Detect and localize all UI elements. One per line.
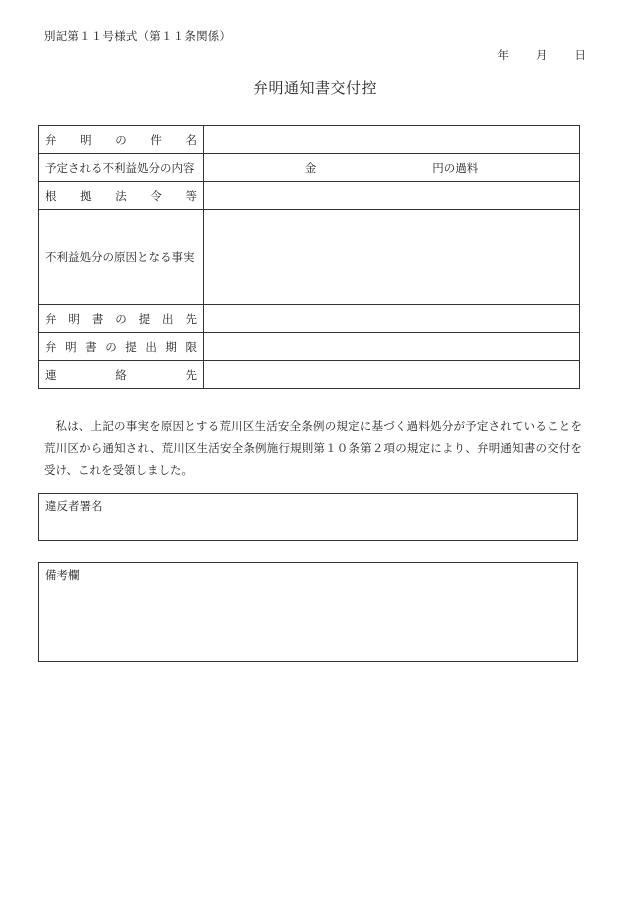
table-row [39,361,580,389]
row-value-submission-deadline[interactable] [204,333,580,361]
remarks-box[interactable] [38,562,578,662]
row-label-contact: 連 絡 先 [39,361,204,389]
notice-table [38,125,580,389]
row-label-facts: 不利益処分の原因となる事実 [39,210,204,305]
date-line [498,47,587,63]
table-row [39,210,580,305]
row-value-penalty-content[interactable] [204,154,580,182]
receipt-statement: 私は、上記の事実を原因とする荒川区生活安全条例の規定に基づく過料処分が予定されていることを荒川区から通知され、荒川区生活安全条例施行規則第１０条第２項の規定により、弁明通知書の交付を受け、これを受領しました。 [44,419,582,477]
date-month-label: 月 [536,48,548,62]
row-value-facts[interactable] [204,210,580,305]
date-day-label: 日 [574,48,586,62]
signature-label: 違反者署名 [45,499,103,513]
form-id: 別記第１１号様式（第１１条関係） [44,29,232,43]
fine-prefix: 金 [304,160,317,175]
table-row [39,154,580,182]
row-value-legal-basis[interactable] [204,182,580,210]
row-label-penalty-content: 予定される不利益処分の内容 [39,154,204,182]
signature-box[interactable] [38,493,578,541]
fine-suffix: 円の過料 [432,160,479,175]
table-row [39,333,580,361]
row-value-subject[interactable] [204,126,580,154]
row-value-contact[interactable] [204,361,580,389]
table-row [39,305,580,333]
table-row [39,182,580,210]
row-label-subject: 弁 明 の 件 名 [39,126,204,154]
remarks-label: 備考欄 [45,568,80,582]
table-row [39,126,580,154]
row-label-submission-address: 弁 明 書 の 提 出 先 [39,305,204,333]
row-label-legal-basis: 根 拠 法 令 等 [39,182,204,210]
document-title: 弁明通知書交付控 [252,79,377,97]
date-year-label: 年 [497,48,509,62]
row-label-submission-deadline: 弁 明 書 の 提 出 期 限 [39,333,204,361]
row-value-submission-address[interactable] [204,305,580,333]
